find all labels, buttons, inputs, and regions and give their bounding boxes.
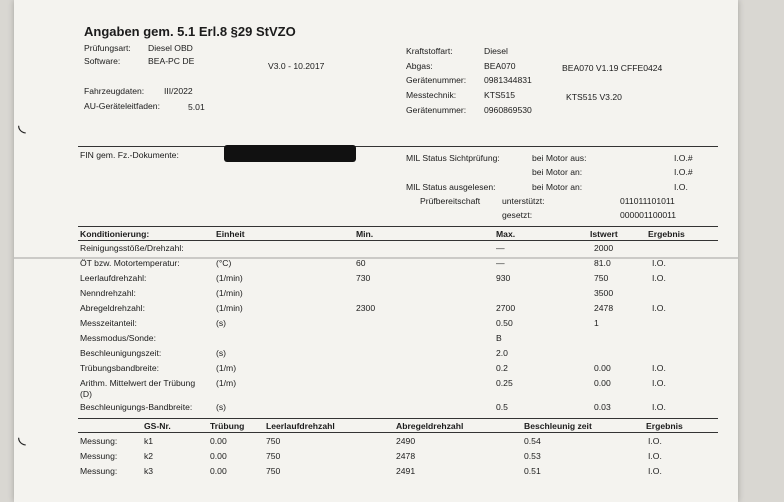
kraftstoffart-value: Diesel — [484, 46, 508, 56]
col-header-min: Min. — [356, 229, 374, 239]
divider-line — [78, 146, 718, 147]
paper-fold — [14, 257, 738, 259]
cell-label: Leerlaufdrehzahl: — [80, 273, 147, 283]
cell-ergebnis: I.O. — [652, 363, 666, 373]
cell-istwert: 0.00 — [594, 378, 611, 388]
cell-ergebnis: I.O. — [648, 436, 662, 446]
cell-label: Abregeldrehzahl: — [80, 303, 145, 313]
cell-istwert: 1 — [594, 318, 599, 328]
cell-unit: (1/min) — [216, 303, 243, 313]
cell-label: Reinigungsstöße/Drehzahl: — [80, 243, 184, 253]
cell-max: 2700 — [496, 303, 516, 313]
gesetzt-label: gesetzt: — [502, 210, 533, 220]
software-version: V3.0 - 10.2017 — [268, 61, 325, 71]
col-header-gs-nr: GS-Nr. — [144, 421, 171, 431]
au-leitfaden-value: 5.01 — [188, 102, 205, 112]
cell-unit: (1/min) — [216, 288, 243, 298]
software-label: Software: — [84, 56, 121, 66]
geraetenummer2-value: 0960869530 — [484, 105, 532, 115]
cell-label: Nenndrehzahl: — [80, 288, 136, 298]
mil-sicht-an-label: bei Motor an: — [532, 167, 583, 177]
cell-ergebnis: I.O. — [652, 258, 666, 268]
cell-truebung: 0.00 — [210, 436, 227, 446]
divider-line — [78, 226, 718, 227]
cell-label: Messung: — [80, 466, 118, 476]
pruefungsart-label: Prüfungsart: — [84, 43, 131, 53]
cell-istwert: 2000 — [594, 243, 614, 253]
cell-abregeldrehzahl: 2491 — [396, 466, 416, 476]
cell-truebung: 0.00 — [210, 451, 227, 461]
col-header-max: Max. — [496, 229, 516, 239]
cell-ergebnis: I.O. — [652, 402, 666, 412]
cell-unit: (s) — [216, 348, 227, 358]
cell-label: Beschleunigungs-Bandbreite: — [80, 402, 193, 412]
col-header-konditionierung: Konditionierung: — [80, 229, 150, 239]
mil-sicht-aus-value: I.O.# — [674, 153, 693, 163]
cell-min: 730 — [356, 273, 371, 283]
geraetenummer2-label: Gerätenummer: — [406, 105, 467, 115]
fahrzeugdaten-value: III/2022 — [164, 86, 193, 96]
cell-ergebnis: I.O. — [652, 378, 666, 388]
punch-hole-mark: ◟ — [18, 112, 26, 136]
document-title: Angaben gem. 5.1 Erl.8 §29 StVZO — [84, 24, 296, 39]
pruefungsart-value: Diesel OBD — [148, 43, 193, 53]
col-header-truebung: Trübung — [210, 421, 245, 431]
cell-unit: (s) — [216, 318, 227, 328]
pruefbereitschaft-label: Prüfbereitschaft — [420, 196, 481, 206]
cell-ergebnis: I.O. — [652, 303, 666, 313]
col-header-beschleunig-zeit: Beschleunig zeit — [524, 421, 592, 431]
cell-istwert: 0.03 — [594, 402, 611, 412]
software-value: BEA-PC DE — [148, 56, 195, 66]
messtechnik-label: Messtechnik: — [406, 90, 457, 100]
cell-unit: (°C) — [216, 258, 232, 268]
mil-ausgelesen-label: MIL Status ausgelesen: — [406, 182, 496, 192]
kraftstoffart-label: Kraftstoffart: — [406, 46, 453, 56]
cell-istwert: 0.00 — [594, 363, 611, 373]
cell-max: 0.5 — [496, 402, 508, 412]
cell-label: Messzeitanteil: — [80, 318, 137, 328]
messtechnik-value: KTS515 — [484, 90, 516, 100]
cell-ergebnis: I.O. — [648, 466, 662, 476]
cell-istwert: 750 — [594, 273, 609, 283]
col-header-abregeldrehzahl: Abregeldrehzahl — [396, 421, 464, 431]
cell-istwert: 81.0 — [594, 258, 611, 268]
cell-label: Beschleunigungszeit: — [80, 348, 162, 358]
mil-sicht-aus-label: bei Motor aus: — [532, 153, 587, 163]
cell-max: 930 — [496, 273, 511, 283]
cell-abregeldrehzahl: 2478 — [396, 451, 416, 461]
cell-istwert: 2478 — [594, 303, 614, 313]
redaction-box — [224, 145, 356, 162]
cell-max: 0.50 — [496, 318, 513, 328]
abgas-value: BEA070 — [484, 61, 516, 71]
cell-leerlaufdrehzahl: 750 — [266, 466, 281, 476]
cell-unit: (1/m) — [216, 378, 237, 388]
cell-max: — — [496, 243, 505, 253]
cell-istwert: 3500 — [594, 288, 614, 298]
geraetenummer1-value: 0981344831 — [484, 75, 532, 85]
cell-beschleunig-zeit: 0.51 — [524, 466, 541, 476]
cell-truebung: 0.00 — [210, 466, 227, 476]
document-page — [14, 0, 738, 502]
col-header-ergebnis: Ergebnis — [646, 421, 683, 431]
cell-beschleunig-zeit: 0.53 — [524, 451, 541, 461]
cell-label: Trübungsbandbreite: — [80, 363, 159, 373]
col-header-einheit: Einheit — [216, 229, 245, 239]
mil-sicht-label: MIL Status Sichtprüfung: — [406, 153, 500, 163]
cell-max: 0.2 — [496, 363, 508, 373]
cell-label: Messung: — [80, 436, 118, 446]
gesetzt-value: 000001100011 — [620, 210, 677, 220]
fin-label: FIN gem. Fz.-Dokumente: — [80, 150, 179, 160]
unterstuetzt-value: 011011101011 — [620, 196, 675, 206]
punch-hole-mark: ◟ — [18, 424, 26, 448]
col-header-istwert: Istwert — [590, 229, 618, 239]
mil-ausgelesen-an-value: I.O. — [674, 182, 688, 192]
fahrzeugdaten-label: Fahrzeugdaten: — [84, 86, 145, 96]
cell-label: Messung: — [80, 451, 118, 461]
mil-sicht-an-value: I.O.# — [674, 167, 693, 177]
divider-line — [78, 432, 718, 433]
cell-gs-nr: k2 — [144, 451, 154, 461]
cell-label: Arithm. Mittelwert der Trübung (D) — [80, 378, 196, 399]
geraetenummer1-label: Gerätenummer: — [406, 75, 467, 85]
au-leitfaden-label: AU-Geräteleitfaden: — [84, 101, 160, 111]
cell-min: 60 — [356, 258, 366, 268]
divider-line — [78, 418, 718, 419]
abgas-version: BEA070 V1.19 CFFE0424 — [562, 63, 663, 73]
cell-max: 2.0 — [496, 348, 508, 358]
cell-beschleunig-zeit: 0.54 — [524, 436, 541, 446]
cell-gs-nr: k1 — [144, 436, 154, 446]
cell-label: Messmodus/Sonde: — [80, 333, 156, 343]
cell-ergebnis: I.O. — [652, 273, 666, 283]
cell-ergebnis: I.O. — [648, 451, 662, 461]
col-header-ergebnis: Ergebnis — [648, 229, 685, 239]
cell-abregeldrehzahl: 2490 — [396, 436, 416, 446]
cell-max: — — [496, 258, 505, 268]
cell-gs-nr: k3 — [144, 466, 154, 476]
cell-label: ÖT bzw. Motortemperatur: — [80, 258, 180, 268]
cell-unit: (1/m) — [216, 363, 237, 373]
cell-leerlaufdrehzahl: 750 — [266, 451, 281, 461]
messtechnik-version: KTS515 V3.20 — [566, 92, 622, 102]
divider-line — [78, 240, 718, 241]
col-header-leerlaufdrehzahl: Leerlaufdrehzahl — [266, 421, 335, 431]
mil-ausgelesen-an-label: bei Motor an: — [532, 182, 583, 192]
cell-unit: (1/min) — [216, 273, 243, 283]
unterstuetzt-label: unterstützt: — [502, 196, 545, 206]
cell-max: 0.25 — [496, 378, 513, 388]
cell-leerlaufdrehzahl: 750 — [266, 436, 281, 446]
cell-unit: (s) — [216, 402, 227, 412]
cell-min: 2300 — [356, 303, 376, 313]
abgas-label: Abgas: — [406, 61, 433, 71]
cell-max: B — [496, 333, 502, 343]
